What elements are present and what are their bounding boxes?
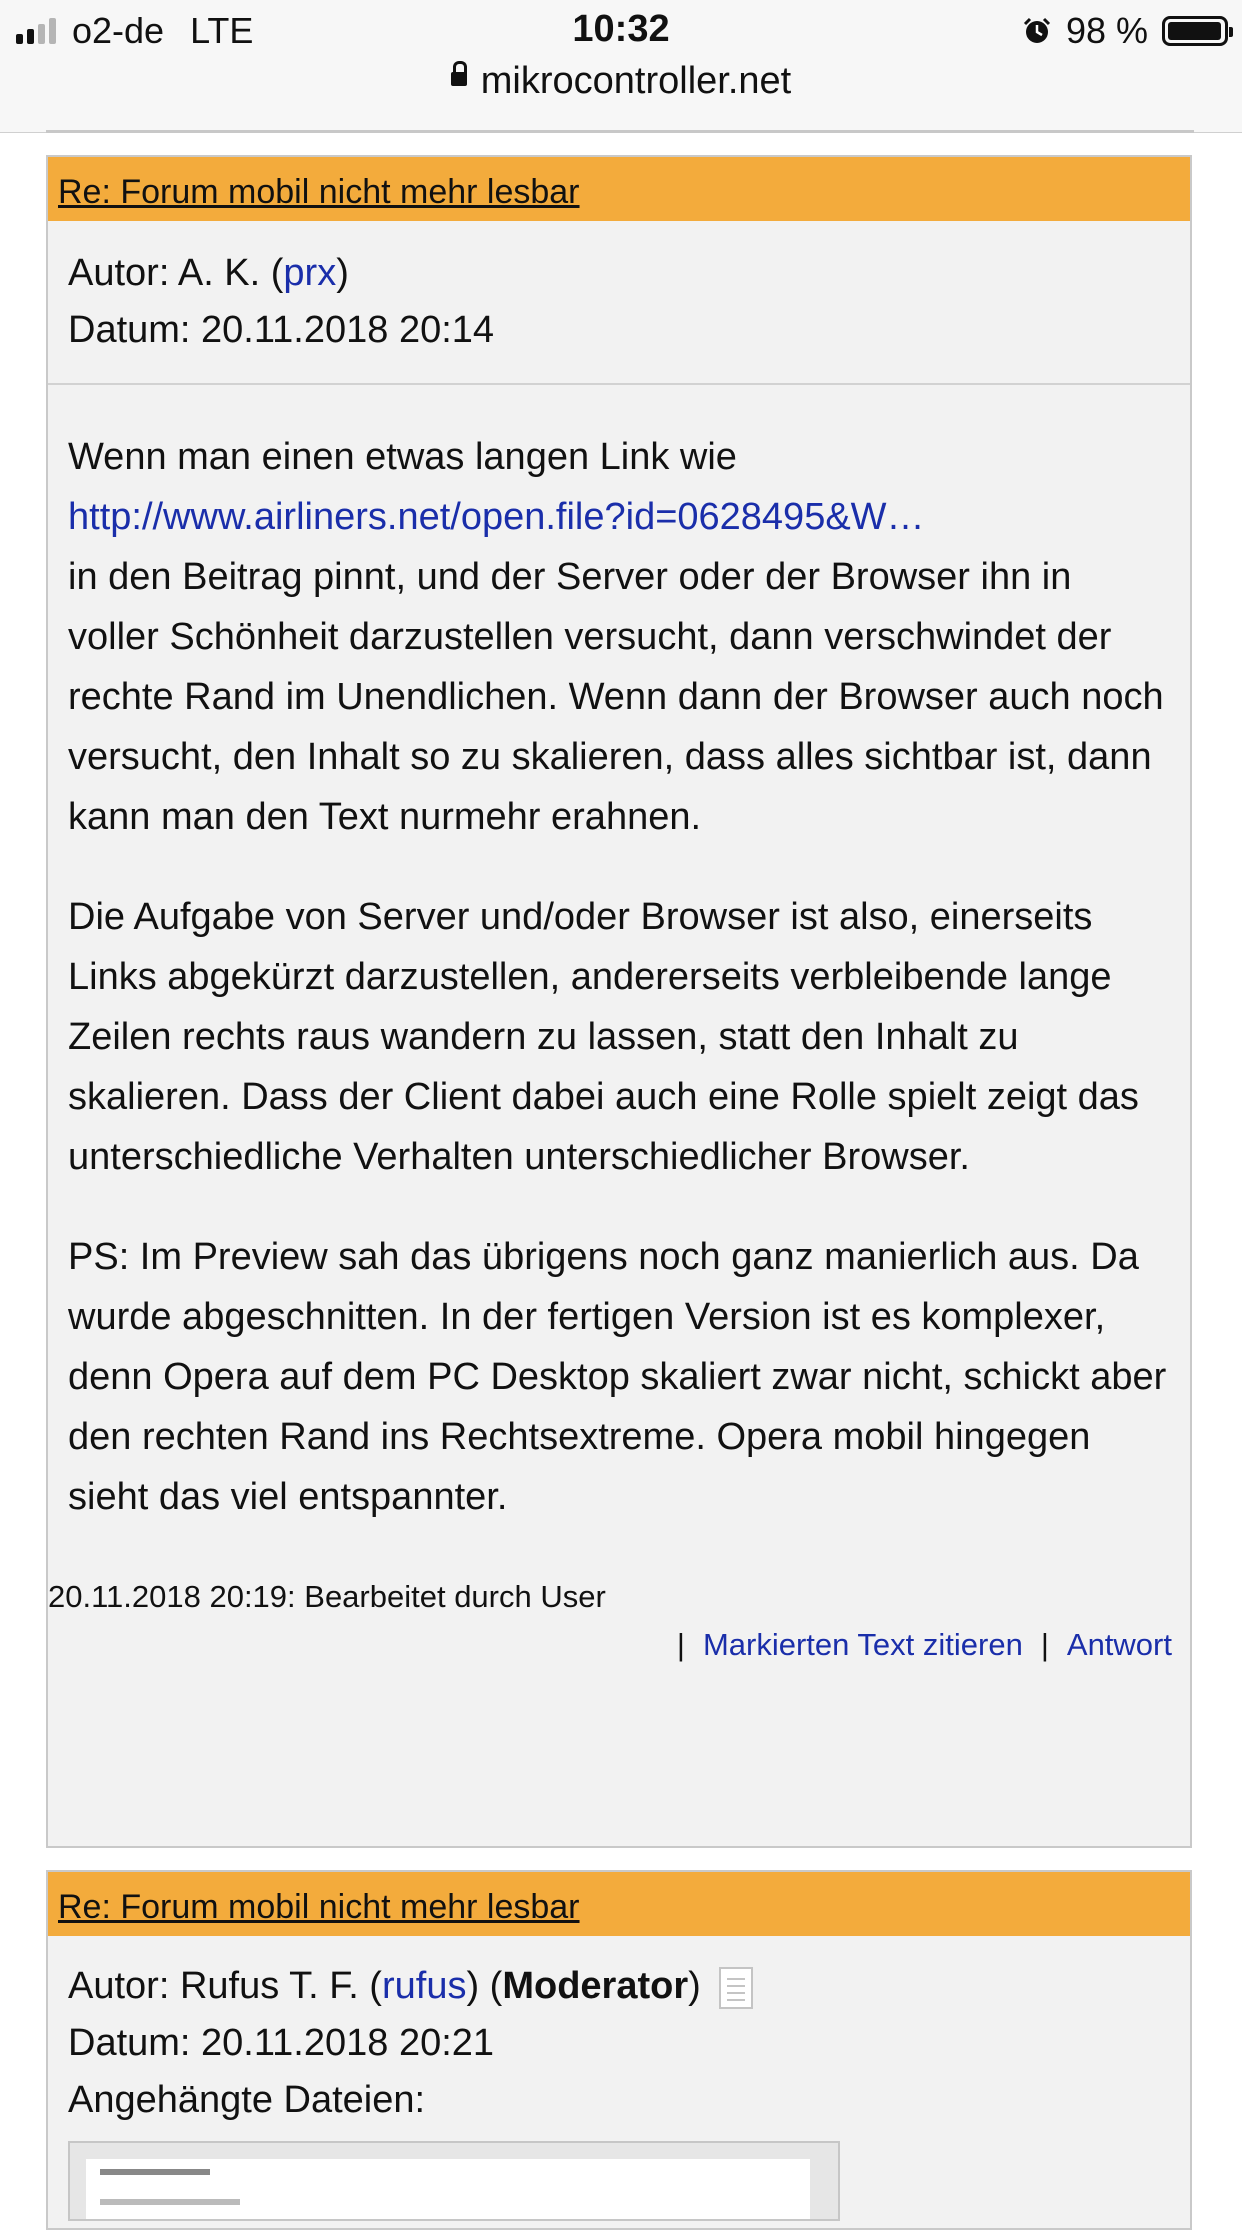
- post-title[interactable]: Re: Forum mobil nicht mehr lesbar: [48, 157, 1190, 221]
- battery-icon: [1162, 16, 1228, 46]
- post-author: Autor: Rufus T. F. (rufus) (Moderator): [68, 1958, 1170, 2015]
- forum-post: [46, 155, 1192, 1848]
- forum-post: [46, 1870, 1192, 2230]
- lock-icon: [451, 72, 467, 86]
- post-meta: [48, 221, 1190, 383]
- status-bar: [0, 0, 1242, 133]
- attachment-thumbnail[interactable]: [68, 2141, 840, 2221]
- alarm-icon: [1022, 16, 1052, 46]
- battery-percent: 98 %: [1065, 10, 1148, 51]
- address-bar[interactable]: [0, 60, 1242, 103]
- post-author: Autor: A. K. (prx): [68, 252, 349, 294]
- carrier-label: o2-de: [72, 10, 165, 51]
- author-link[interactable]: rufus: [381, 1965, 467, 2007]
- paragraph: PS: Im Preview sah das übrigens noch ganz manierlich aus. Da wurde abgeschnitten. In der fertigen Version ist es komplexer, denn Opera auf dem PC Desktop skaliert zwar nicht, schickt aber den rechten Rand ins Rechtsextreme. Opera mobil hingegen sieht das viel entspannter.: [68, 1236, 1167, 1518]
- author-link[interactable]: prx: [283, 252, 337, 294]
- moderator-label: Moderator: [502, 1965, 689, 2007]
- post-date: Datum: 20.11.2018 20:14: [68, 309, 495, 351]
- document-icon[interactable]: [719, 1967, 753, 2009]
- quote-button[interactable]: Markierten Text zitieren: [702, 1627, 1023, 1662]
- url-text: mikrocontroller.net: [480, 60, 792, 102]
- post-body: [48, 385, 1190, 1527]
- paragraph: Wenn man einen etwas langen Link wie http://www.airliners.net/open.file?id=0628495&W… in den Beitrag pinnt, und der Server oder der Browser ihn in voller Schönheit darzustellen versucht, dann verschwindet der rechte Rand im Unendlichen. Wenn dann der Browser auch noch versucht, den Inhalt so zu skalieren, dass alles sichtbar ist, dann kann man den Text nurmehr erahnen.: [68, 436, 1164, 838]
- post-actions: [48, 1615, 1190, 1679]
- previous-post-edge: [46, 130, 1194, 133]
- post-title[interactable]: Re: Forum mobil nicht mehr lesbar: [48, 1872, 1190, 1936]
- reply-button[interactable]: Antwort: [1066, 1627, 1172, 1662]
- separator: |: [676, 1627, 685, 1662]
- clock: 10:32: [572, 8, 670, 50]
- separator: |: [1040, 1627, 1049, 1662]
- paragraph: Die Aufgabe von Server und/oder Browser ist also, einerseits Links abgekürzt darzustellen, andererseits verbleibende lange Zeilen rechts raus wandern zu lassen, statt den Inhalt zu skalieren. Dass der Client dabei auch eine Rolle spielt zeigt das unterschiedliche Verhalten unterschiedlicher Browser.: [68, 896, 1139, 1178]
- edited-note: 20.11.2018 20:19: Bearbeitet durch User: [48, 1579, 606, 1614]
- post-meta: [48, 1936, 1190, 2153]
- network-label: LTE: [190, 10, 254, 51]
- post-date: Datum: 20.11.2018 20:21: [68, 2022, 495, 2064]
- long-link[interactable]: http://www.airliners.net/open.file?id=0628495&W…: [68, 496, 925, 538]
- attachments-label: Angehängte Dateien:: [68, 2079, 426, 2121]
- status-right: [1022, 10, 1228, 52]
